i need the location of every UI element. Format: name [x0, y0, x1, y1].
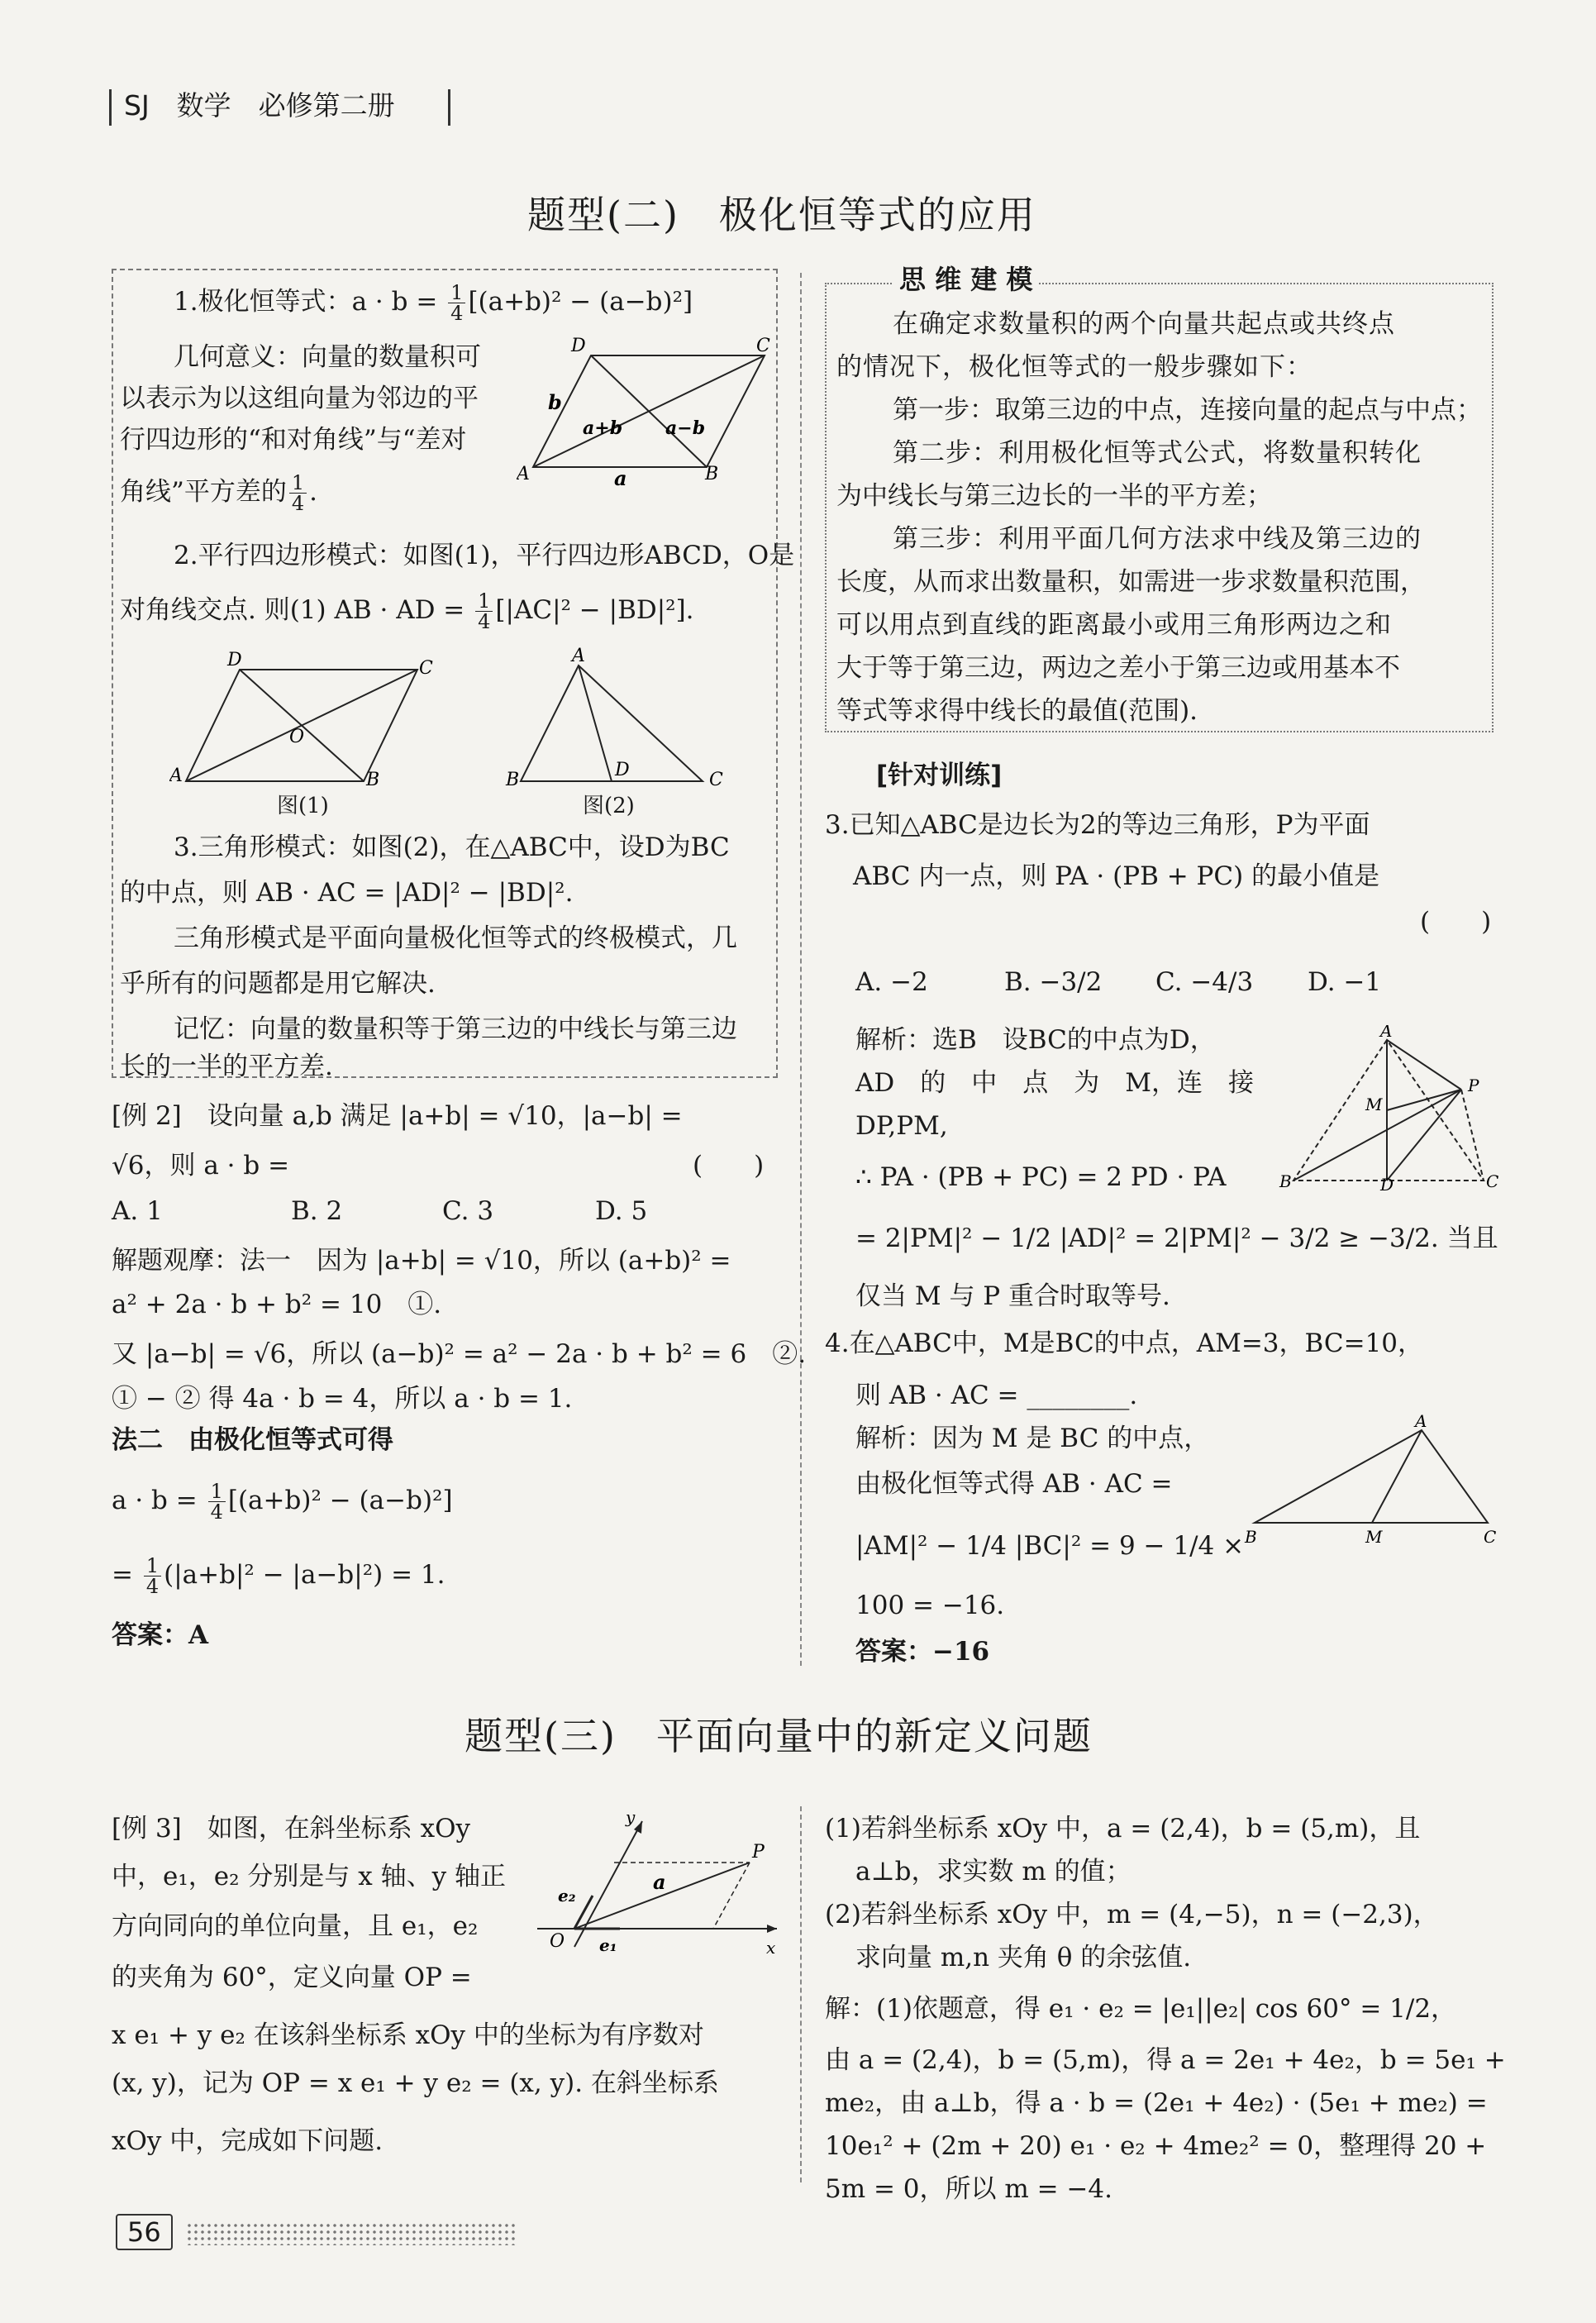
example-3-line-1: [例 3] 如图，在斜坐标系 xOy [112, 1814, 471, 1844]
geo-meaning-1: 几何意义：向量的数量积可 [174, 342, 481, 372]
p3-label-M: M [1365, 1095, 1383, 1114]
figure-1-parallelogram [169, 649, 434, 794]
example-3-solution-5: 5m = 0，所以 m = −4. [825, 2174, 1113, 2204]
problem-3-figure [1273, 1025, 1504, 1190]
example-3-line-5: x e₁ + y e₂ 在该斜坐标系 xOy 中的坐标为有序数对 [112, 2020, 704, 2050]
example-2-q2: √6，则 a · b = [112, 1151, 290, 1181]
triangle-mode-3: 三角形模式是平面向量极化恒等式的终极模式，几 [174, 923, 737, 953]
thinking-model-line-2: 的情况下，极化恒等式的一般步骤如下： [836, 352, 1313, 382]
example-3-line-2: 中，e₁，e₂ 分别是与 x 轴、y 轴正 [112, 1862, 506, 1891]
example-2-solution-3: 又 |a−b| = √6，所以 (a−b)² = a² − 2a · b + b² = 6 ②. [112, 1339, 807, 1369]
problem-3-pc [1461, 1090, 1484, 1181]
example-2-solution-2: a² + 2a · b + b² = 10 ①. [112, 1290, 442, 1319]
problem-3-analysis-2: AD 的 中 点 为 M，连 接 [855, 1068, 1254, 1098]
parallelogram-diagram-1 [517, 335, 773, 488]
problem-4-analysis-4: 100 = −16. [855, 1591, 1005, 1620]
p3-label-D: D [1380, 1175, 1394, 1190]
example-2-solution-7: = $\frac{1}{4}$ (|a+b|² − |a−b|²) = 1. [112, 1554, 445, 1598]
example-2-solution-4: ① − ② 得 4a · b = 4，所以 a · b = 1. [112, 1384, 573, 1414]
fig2-label-D: D [615, 760, 630, 780]
problem-4-line-1: 4.在△ABC中，M是BC的中点，AM=3，BC=10， [825, 1328, 1424, 1358]
example-2-option-b: B. 2 [291, 1196, 343, 1226]
header-label: SJ 数学 必修第二册 [124, 89, 395, 122]
example-3-line-6: (x, y)，记为 OP = x e₁ + y e₂ = (x, y). 在斜坐标系 [112, 2068, 719, 2098]
p4-label-M: M [1365, 1527, 1383, 1546]
fig1-label-A: A [169, 766, 183, 786]
p3-label-P: P [1468, 1076, 1479, 1095]
problem-3-analysis-3: DP,PM, [855, 1111, 948, 1141]
label-vamb: a−b [665, 417, 706, 439]
thinking-model-line-10: 等式等求得中线长的最值(范围). [836, 696, 1198, 726]
column-divider-lower [800, 1806, 802, 2182]
label-vb: b [548, 390, 562, 414]
parallelogram-mode-1: 2.平行四边形模式：如图(1)，平行四边形ABCD，O是 [174, 541, 795, 570]
figure-2-caption: 图(2) [583, 794, 635, 818]
label-a: a [653, 1870, 666, 1894]
problem-4-answer: 答案：−16 [855, 1637, 990, 1667]
problem-3-pa [1387, 1040, 1461, 1090]
p3-label-C: C [1486, 1171, 1499, 1190]
problem-4-analysis-1: 解析：因为 M 是 BC 的中点， [855, 1424, 1210, 1453]
example-3-solution-3: me₂，由 a⊥b，得 a · b = (2e₁ + 4e₂) · (5e₁ + me₂) = [825, 2088, 1488, 2118]
example-3-line-3: 方向同向的单位向量，且 e₁，e₂ [112, 1911, 479, 1941]
formula-line-1: 1.极化恒等式：a · b = $\frac{1}{4}$ [(a+b)² − (a−b)²] [174, 281, 693, 325]
p4-label-C: C [1484, 1527, 1497, 1546]
thinking-model-line-3: 第一步：取第三边的中点，连接向量的起点与中点； [893, 395, 1482, 425]
diagonal-diff [591, 355, 707, 467]
example-3-line-4: 的夹角为 60°，定义向量 OP = [112, 1963, 472, 1992]
label-A: A [517, 464, 530, 484]
label-vapb: a+b [583, 417, 623, 439]
problem-3-line-1: 3.已知△ABC是边长为2的等边三角形，P为平面 [825, 810, 1370, 840]
problem-4-analysis-3: |AM|² − 1/4 |BC|² = 9 − 1/4 × [855, 1531, 1245, 1561]
geo-meaning-4: 角线”平方差的 $\frac{1}{4}$ . [120, 471, 317, 515]
example-3-solution-2: 由 a = (2,4)，b = (5,m)，得 a = 2e₁ + 4e₂，b = 5e₁ + [825, 2045, 1506, 2075]
problem-4-line-2: 则 AB · AC = ________. [855, 1381, 1138, 1410]
example-2-solution-6: a · b = $\frac{1}{4}$ [(a+b)² − (a−b)²] [112, 1480, 453, 1524]
problem-3-pd [1387, 1090, 1461, 1181]
example-3-solution-1: 解：(1)依题意，得 e₁ · e₂ = |e₁||e₂| cos 60° = 1/2， [825, 1994, 1457, 2024]
geo-meaning-3: 行四边形的“和对角线”与“差对 [120, 425, 467, 455]
example-2-solution-1: 解题观摩：法一 因为 |a+b| = √10，所以 (a+b)² = [112, 1246, 731, 1276]
fig1-label-D: D [227, 650, 242, 670]
problem-4-figure [1240, 1414, 1513, 1546]
problem-3-paren: ( ) [1420, 907, 1492, 937]
x-axis-arrow [767, 1925, 777, 1933]
p4-label-A: A [1415, 1414, 1427, 1431]
thinking-model-line-7: 长度，从而求出数量积，如需进一步求数量积范围， [836, 567, 1426, 597]
thinking-model-line-5: 为中线长与第三边长的一半的平方差； [836, 481, 1272, 511]
example-2-option-a: A. 1 [112, 1196, 163, 1226]
label-O: O [550, 1931, 565, 1952]
fig2-label-B: B [506, 770, 520, 790]
label-y: y [626, 1807, 636, 1827]
figure-1-diagonal-bd [240, 670, 364, 781]
example-3-q1b: a⊥b，求实数 m 的值； [855, 1857, 1131, 1887]
label-e2: e₂ [558, 1886, 576, 1906]
figure-1-caption: 图(1) [277, 794, 329, 818]
example-2-q1: [例 2] 设向量 a,b 满足 |a+b| = √10，|a−b| = [112, 1101, 683, 1131]
figure-2-median [579, 665, 612, 781]
p3-label-A: A [1380, 1025, 1393, 1041]
geo-meaning-2: 以表示为以这组向量为邻边的平 [120, 384, 479, 413]
figure-2-triangle [504, 645, 727, 794]
thinking-model-line-9: 大于等于第三边，两边之差小于第三边或用基本不 [836, 653, 1400, 683]
footer-dot-pattern [186, 2222, 517, 2245]
example-2-solution-5: 法二 由极化恒等式可得 [112, 1425, 393, 1455]
column-divider [800, 273, 802, 1666]
dashed-parallel-2 [713, 1863, 750, 1929]
example-3-q1a: (1)若斜坐标系 xOy 中，a = (2,4)，b = (5,m)，且 [825, 1814, 1421, 1844]
example-3-solution-4: 10e₁² + (2m + 20) e₁ · e₂ + 4me₂² = 0，整理得 20 + [825, 2131, 1487, 2161]
header-bar-right [448, 89, 450, 126]
problem-4-triangle [1255, 1430, 1488, 1523]
label-C: C [756, 336, 770, 356]
problem-3-option-d: D. −1 [1308, 967, 1382, 997]
problem-3-analysis-4: ∴ PA · (PB + PC) = 2 PD · PA [855, 1162, 1227, 1192]
label-D: D [571, 336, 586, 356]
problem-3-analysis-5: = 2|PM|² − 1/2 |AD|² = 2|PM|² − 3/2 ≥ −3/2. 当且 [855, 1224, 1498, 1253]
problem-3-option-c: C. −4/3 [1155, 967, 1254, 997]
p3-label-B: B [1279, 1171, 1292, 1190]
triangle-mode-2: 的中点，则 AB · AC = |AD|² − |BD|². [120, 878, 574, 908]
triangle-mode-1: 3.三角形模式：如图(2)，在△ABC中，设D为BC [174, 832, 730, 862]
example-3-q2a: (2)若斜坐标系 xOy 中，m = (4,−5)，n = (−2,3)， [825, 1900, 1439, 1929]
example-2-option-c: C. 3 [442, 1196, 494, 1226]
triangle-mode-4: 乎所有的问题都是用它解决. [120, 969, 436, 999]
example-2-paren: ( ) [693, 1151, 765, 1181]
example-2-option-d: D. 5 [595, 1196, 648, 1226]
thinking-model-tag: 思 维 建 模 [893, 263, 1039, 296]
figure-2-shape [521, 665, 703, 781]
fig1-label-O: O [289, 727, 305, 747]
example-2-answer: 答案：A [112, 1620, 209, 1650]
label-x: x [766, 1938, 776, 1958]
section-title-3: 题型(三) 平面向量中的新定义问题 [465, 1714, 1093, 1758]
problem-4-analysis-2: 由极化恒等式得 AB · AC = [855, 1469, 1173, 1499]
label-P: P [752, 1842, 765, 1863]
fig2-label-C: C [709, 770, 723, 790]
p4-label-B: B [1245, 1527, 1257, 1546]
example-3-q2b: 求向量 m,n 夹角 θ 的余弦值. [855, 1943, 1192, 1972]
problem-3-analysis-1: 解析：选B 设BC的中点为D， [855, 1025, 1216, 1055]
memo-1: 记忆：向量的数量积等于第三边的中线长与第三边 [174, 1014, 737, 1044]
thinking-model-line-8: 可以用点到直线的距离最小或用三角形两边之和 [836, 610, 1392, 640]
label-B: B [705, 464, 719, 484]
thinking-model-line-4: 第二步：利用极化恒等式公式，将数量积转化 [893, 438, 1422, 468]
oblique-coordinate-figure [533, 1806, 785, 1959]
section-title-2: 题型(二) 极化恒等式的应用 [527, 193, 1036, 237]
problem-3-option-a: A. −2 [855, 967, 928, 997]
y-axis-arrow [634, 1821, 642, 1834]
problem-3-option-b: B. −3/2 [1004, 967, 1103, 997]
thinking-model-line-1: 在确定求数量积的两个向量共起点或共终点 [893, 309, 1395, 339]
label-va: a [614, 466, 627, 488]
fig1-label-B: B [366, 770, 380, 790]
label-e1: e₁ [599, 1935, 617, 1955]
training-tag: [针对训练] [876, 761, 1003, 790]
memo-2: 长的一半的平方差. [120, 1052, 333, 1081]
problem-3-line-2: ABC 内一点，则 PA · (PB + PC) 的最小值是 [853, 861, 1380, 891]
thinking-model-line-6: 第三步：利用平面几何方法求中线及第三边的 [893, 524, 1422, 554]
example-3-line-7: xOy 中，完成如下问题. [112, 2126, 384, 2156]
problem-3-analysis-6: 仅当 M 与 P 重合时取等号. [855, 1281, 1170, 1311]
fig1-label-C: C [419, 658, 433, 679]
parallelogram-mode-2: 对角线交点. 则(1) AB · AD = $\frac{1}{4}$ [|AC|² − |BD|²]. [120, 589, 694, 633]
fig2-label-A: A [572, 646, 585, 666]
page-number: 56 [116, 2214, 173, 2250]
header-bar-left [109, 89, 112, 126]
